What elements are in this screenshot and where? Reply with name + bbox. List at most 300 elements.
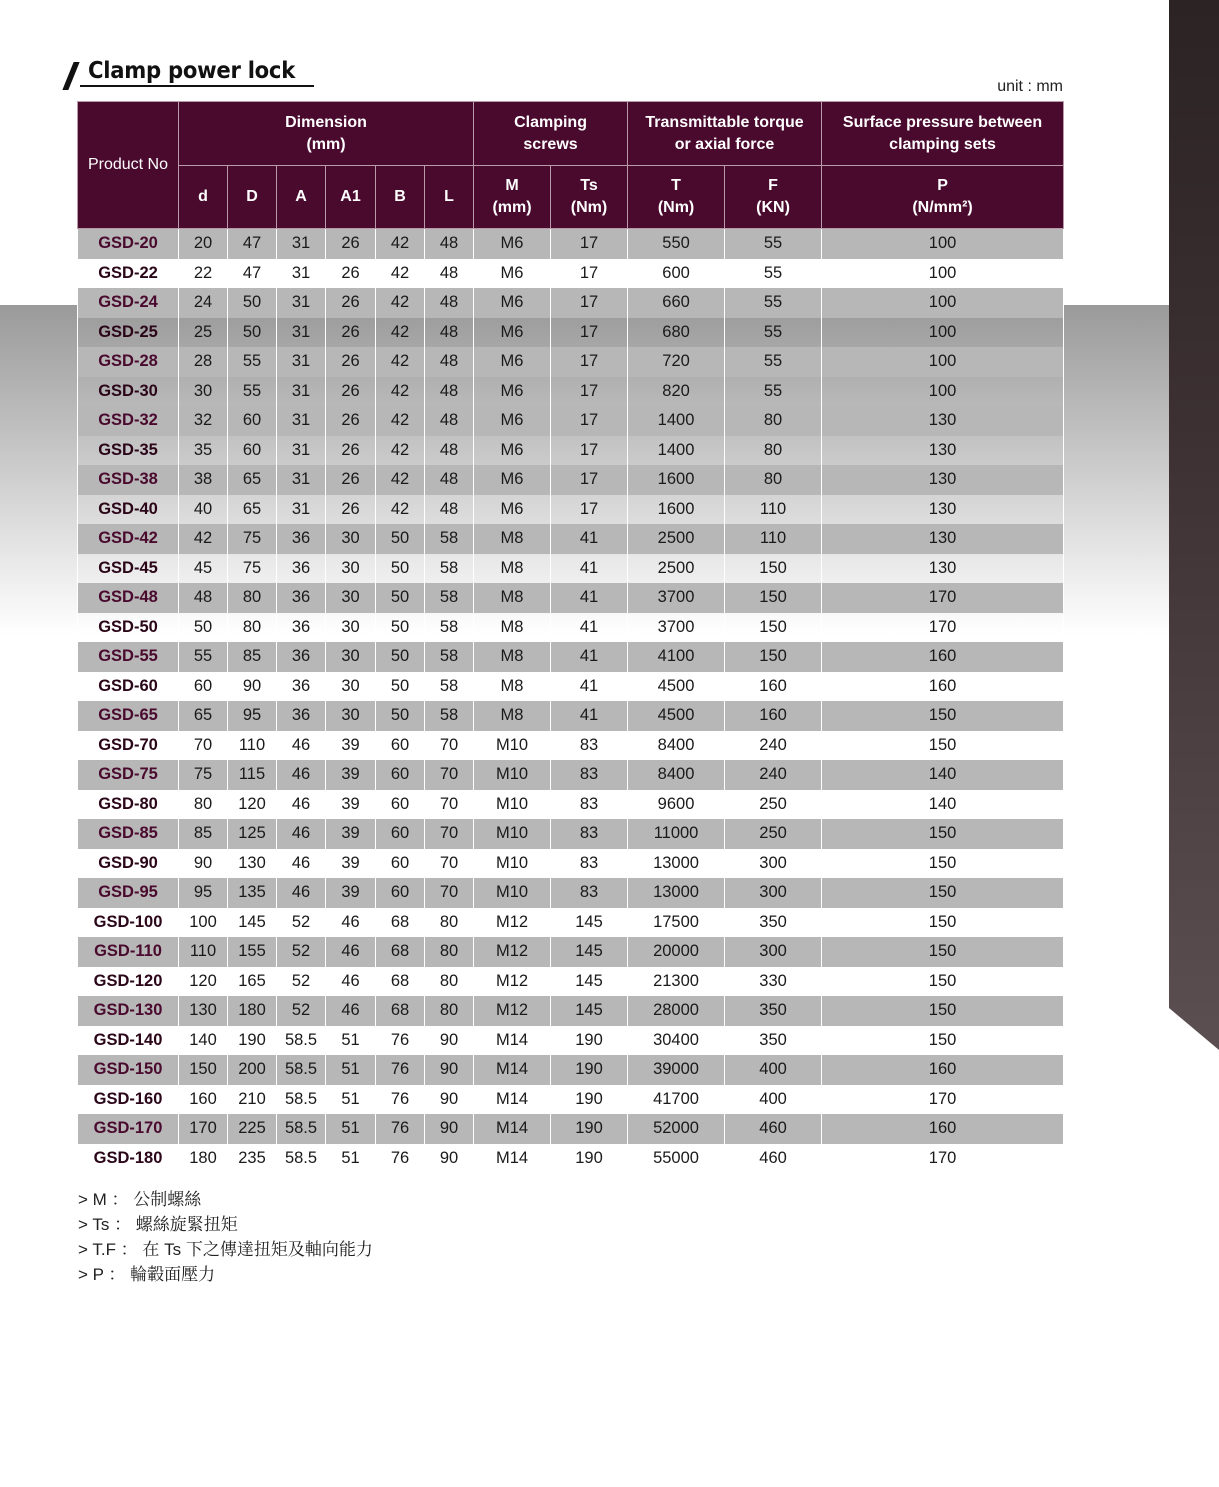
table-cell: M12: [474, 967, 551, 997]
table-cell: 155: [228, 937, 277, 967]
table-cell: 50: [179, 613, 228, 643]
table-cell: M6: [474, 347, 551, 377]
header-dimension: Dimension (mm): [179, 102, 474, 166]
table-cell: 35: [179, 436, 228, 466]
table-cell: 17: [551, 229, 628, 259]
table-cell: 130: [228, 849, 277, 879]
table-cell: 48: [425, 377, 474, 407]
table-cell: 90: [425, 1114, 474, 1144]
table-cell: 42: [376, 259, 425, 289]
table-cell: 17: [551, 495, 628, 525]
table-cell: 21300: [628, 967, 725, 997]
table-cell: 46: [277, 849, 326, 879]
table-cell: 26: [326, 229, 376, 259]
table-cell: 80: [425, 967, 474, 997]
table-cell: 115: [228, 760, 277, 790]
note-item: > Ts ： 螺絲旋緊扭矩: [78, 1215, 238, 1234]
table-cell: 17: [551, 288, 628, 318]
table-cell: 210: [228, 1085, 277, 1115]
table-cell: M14: [474, 1114, 551, 1144]
table-cell: 170: [822, 613, 1064, 643]
table-cell: M10: [474, 878, 551, 908]
table-cell: 85: [179, 819, 228, 849]
table-cell: 41: [551, 524, 628, 554]
table-cell: 46: [277, 878, 326, 908]
unit-label: unit : mm: [997, 78, 1063, 95]
table-cell: M6: [474, 259, 551, 289]
table-cell: 68: [376, 908, 425, 938]
table-cell: 42: [376, 465, 425, 495]
table-cell: 39000: [628, 1055, 725, 1085]
table-cell: 50: [376, 554, 425, 584]
table-cell: 46: [277, 731, 326, 761]
table-cell: 26: [326, 318, 376, 348]
table-cell: 80: [725, 465, 822, 495]
product-no-cell: GSD-32: [78, 406, 179, 436]
title-underline: [80, 85, 314, 87]
table-cell: 170: [822, 1085, 1064, 1115]
table-cell: M6: [474, 377, 551, 407]
header-surface-pressure: Surface pressure between clamping sets: [822, 102, 1064, 166]
table-cell: 47: [228, 259, 277, 289]
table-cell: M8: [474, 524, 551, 554]
table-body: [78, 229, 1064, 1174]
table-row: [78, 849, 1064, 879]
table-cell: 90: [228, 672, 277, 702]
header-product-no: Product No: [78, 102, 179, 229]
table-cell: 60: [179, 672, 228, 702]
table-cell: 150: [822, 937, 1064, 967]
table-cell: 120: [179, 967, 228, 997]
table-cell: 42: [376, 436, 425, 466]
table-cell: 720: [628, 347, 725, 377]
table-cell: 52: [277, 967, 326, 997]
header-col-T: T (Nm): [628, 166, 725, 229]
table-cell: 80: [725, 436, 822, 466]
table-cell: 50: [376, 524, 425, 554]
table-cell: 55: [228, 377, 277, 407]
table-cell: 83: [551, 760, 628, 790]
table-cell: 460: [725, 1144, 822, 1174]
table-cell: 75: [179, 760, 228, 790]
table-cell: 30: [326, 701, 376, 731]
table-cell: 110: [725, 524, 822, 554]
table-cell: 190: [551, 1114, 628, 1144]
product-no-cell: GSD-60: [78, 672, 179, 702]
table-cell: 39: [326, 760, 376, 790]
note-item: > M ： 公制螺絲: [78, 1190, 202, 1209]
table-cell: 550: [628, 229, 725, 259]
table-cell: 100: [822, 347, 1064, 377]
table-row: [78, 318, 1064, 348]
table-cell: 26: [326, 436, 376, 466]
header-col-D: D: [228, 166, 277, 229]
table-cell: 31: [277, 465, 326, 495]
table-cell: 39: [326, 819, 376, 849]
table-cell: 46: [326, 967, 376, 997]
product-no-cell: GSD-110: [78, 937, 179, 967]
table-cell: 41: [551, 554, 628, 584]
table-cell: 48: [425, 347, 474, 377]
table-cell: 24: [179, 288, 228, 318]
spec-table: [77, 101, 1064, 1173]
table-cell: 41: [551, 583, 628, 613]
table-cell: 170: [822, 1144, 1064, 1174]
table-cell: 31: [277, 288, 326, 318]
table-cell: 39: [326, 731, 376, 761]
table-cell: 68: [376, 996, 425, 1026]
spec-table-wrapper: [77, 101, 1063, 1173]
table-row: [78, 1114, 1064, 1144]
table-cell: 130: [822, 465, 1064, 495]
table-cell: 31: [277, 436, 326, 466]
table-cell: 70: [425, 731, 474, 761]
table-cell: 135: [228, 878, 277, 908]
table-cell: 180: [228, 996, 277, 1026]
product-no-cell: GSD-100: [78, 908, 179, 938]
table-cell: 48: [425, 495, 474, 525]
table-cell: 90: [179, 849, 228, 879]
table-cell: M14: [474, 1085, 551, 1115]
table-cell: 30: [326, 524, 376, 554]
table-cell: 60: [376, 878, 425, 908]
table-cell: 225: [228, 1114, 277, 1144]
table-cell: 58: [425, 672, 474, 702]
table-cell: M8: [474, 701, 551, 731]
table-cell: 150: [822, 731, 1064, 761]
table-cell: 50: [376, 701, 425, 731]
table-cell: 42: [376, 288, 425, 318]
table-cell: 75: [228, 524, 277, 554]
table-cell: 90: [425, 1144, 474, 1174]
table-cell: M8: [474, 583, 551, 613]
product-no-cell: GSD-25: [78, 318, 179, 348]
table-cell: 50: [376, 672, 425, 702]
table-cell: 83: [551, 790, 628, 820]
table-cell: 22: [179, 259, 228, 289]
table-row: [78, 465, 1064, 495]
header-col-A: A: [277, 166, 326, 229]
table-cell: 150: [822, 878, 1064, 908]
table-cell: 90: [425, 1026, 474, 1056]
table-cell: 41700: [628, 1085, 725, 1115]
table-cell: 42: [376, 377, 425, 407]
header-col-P: P (N/mm²): [822, 166, 1064, 229]
table-cell: M8: [474, 554, 551, 584]
table-cell: 100: [822, 377, 1064, 407]
table-cell: 30: [326, 672, 376, 702]
table-cell: 160: [179, 1085, 228, 1115]
table-cell: 190: [551, 1055, 628, 1085]
table-row: [78, 672, 1064, 702]
table-cell: M12: [474, 908, 551, 938]
product-no-cell: GSD-150: [78, 1055, 179, 1085]
table-cell: 58.5: [277, 1085, 326, 1115]
table-cell: 30: [326, 554, 376, 584]
table-cell: 660: [628, 288, 725, 318]
table-row: [78, 731, 1064, 761]
table-cell: 36: [277, 524, 326, 554]
table-cell: 95: [179, 878, 228, 908]
table-row: [78, 259, 1064, 289]
table-cell: M10: [474, 760, 551, 790]
table-row: [78, 760, 1064, 790]
table-cell: 4100: [628, 642, 725, 672]
header-col-d: d: [179, 166, 228, 229]
table-cell: 250: [725, 790, 822, 820]
table-cell: 48: [425, 318, 474, 348]
table-row: [78, 436, 1064, 466]
page-title: Clamp power lock: [88, 58, 295, 84]
table-cell: 48: [425, 229, 474, 259]
table-row: [78, 967, 1064, 997]
table-cell: 26: [326, 259, 376, 289]
table-cell: 330: [725, 967, 822, 997]
table-cell: 8400: [628, 731, 725, 761]
table-cell: 76: [376, 1026, 425, 1056]
table-row: [78, 996, 1064, 1026]
table-cell: 46: [326, 996, 376, 1026]
table-cell: 400: [725, 1055, 822, 1085]
table-cell: 100: [822, 288, 1064, 318]
table-cell: 55: [179, 642, 228, 672]
table-row: [78, 347, 1064, 377]
product-no-cell: GSD-170: [78, 1114, 179, 1144]
table-cell: 145: [551, 937, 628, 967]
product-no-cell: GSD-42: [78, 524, 179, 554]
table-cell: M8: [474, 613, 551, 643]
table-cell: 70: [425, 878, 474, 908]
table-cell: M6: [474, 436, 551, 466]
header-clamping-screws: Clamping screws: [474, 102, 628, 166]
table-cell: M6: [474, 229, 551, 259]
table-cell: 47: [228, 229, 277, 259]
product-no-cell: GSD-48: [78, 583, 179, 613]
table-cell: 140: [179, 1026, 228, 1056]
table-row: [78, 908, 1064, 938]
table-cell: 58.5: [277, 1114, 326, 1144]
table-cell: 55000: [628, 1144, 725, 1174]
table-cell: 145: [228, 908, 277, 938]
table-cell: 36: [277, 554, 326, 584]
table-cell: 80: [228, 613, 277, 643]
product-no-cell: GSD-45: [78, 554, 179, 584]
table-cell: 250: [725, 819, 822, 849]
table-cell: 50: [228, 318, 277, 348]
table-cell: 350: [725, 1026, 822, 1056]
table-cell: 60: [376, 731, 425, 761]
table-cell: 160: [725, 701, 822, 731]
table-cell: 17: [551, 347, 628, 377]
side-decoration-bar: [1169, 0, 1219, 1050]
table-cell: 150: [822, 967, 1064, 997]
table-cell: 51: [326, 1085, 376, 1115]
table-row: [78, 377, 1064, 407]
product-no-cell: GSD-80: [78, 790, 179, 820]
table-cell: 350: [725, 908, 822, 938]
table-cell: 58.5: [277, 1026, 326, 1056]
table-cell: 42: [376, 406, 425, 436]
table-cell: 8400: [628, 760, 725, 790]
table-cell: 58: [425, 583, 474, 613]
table-cell: 150: [179, 1055, 228, 1085]
table-cell: 52000: [628, 1114, 725, 1144]
product-no-cell: GSD-85: [78, 819, 179, 849]
product-no-cell: GSD-24: [78, 288, 179, 318]
table-row: [78, 1144, 1064, 1174]
table-cell: M10: [474, 819, 551, 849]
table-cell: M6: [474, 318, 551, 348]
table-cell: 58: [425, 524, 474, 554]
table-cell: M8: [474, 642, 551, 672]
table-cell: 165: [228, 967, 277, 997]
product-no-cell: GSD-55: [78, 642, 179, 672]
table-row: [78, 406, 1064, 436]
product-no-cell: GSD-28: [78, 347, 179, 377]
table-row: [78, 583, 1064, 613]
product-no-cell: GSD-130: [78, 996, 179, 1026]
table-cell: M6: [474, 406, 551, 436]
table-cell: 4500: [628, 701, 725, 731]
table-row: [78, 642, 1064, 672]
table-cell: 31: [277, 259, 326, 289]
table-row: [78, 524, 1064, 554]
table-cell: 20000: [628, 937, 725, 967]
table-cell: 300: [725, 849, 822, 879]
title-slash-icon: [62, 62, 79, 90]
table-cell: 3700: [628, 583, 725, 613]
product-no-cell: GSD-22: [78, 259, 179, 289]
table-cell: 80: [228, 583, 277, 613]
table-cell: 17: [551, 377, 628, 407]
table-cell: 25: [179, 318, 228, 348]
table-cell: M10: [474, 790, 551, 820]
table-cell: 120: [228, 790, 277, 820]
table-cell: 150: [725, 583, 822, 613]
table-row: [78, 288, 1064, 318]
header-col-M: M (mm): [474, 166, 551, 229]
table-cell: 100: [822, 318, 1064, 348]
table-cell: 58.5: [277, 1144, 326, 1174]
product-no-cell: GSD-35: [78, 436, 179, 466]
table-cell: 65: [179, 701, 228, 731]
table-row: [78, 229, 1064, 259]
table-cell: 170: [822, 583, 1064, 613]
table-cell: 150: [822, 1026, 1064, 1056]
product-no-cell: GSD-40: [78, 495, 179, 525]
table-cell: 39: [326, 849, 376, 879]
table-cell: M6: [474, 465, 551, 495]
table-cell: 70: [425, 790, 474, 820]
table-cell: 240: [725, 731, 822, 761]
table-cell: M10: [474, 731, 551, 761]
table-cell: 39: [326, 790, 376, 820]
table-cell: 36: [277, 642, 326, 672]
table-cell: 95: [228, 701, 277, 731]
table-cell: 28000: [628, 996, 725, 1026]
table-cell: M6: [474, 495, 551, 525]
table-cell: 125: [228, 819, 277, 849]
table-cell: 150: [822, 819, 1064, 849]
table-cell: 240: [725, 760, 822, 790]
table-cell: M12: [474, 937, 551, 967]
table-cell: 26: [326, 288, 376, 318]
table-cell: 2500: [628, 524, 725, 554]
table-cell: 350: [725, 996, 822, 1026]
table-cell: 20: [179, 229, 228, 259]
table-cell: 30: [179, 377, 228, 407]
table-cell: 145: [551, 996, 628, 1026]
table-cell: 41: [551, 672, 628, 702]
table-cell: 48: [179, 583, 228, 613]
table-cell: 80: [179, 790, 228, 820]
table-cell: 190: [551, 1144, 628, 1174]
table-cell: 41: [551, 642, 628, 672]
table-cell: 1600: [628, 465, 725, 495]
table-cell: 130: [179, 996, 228, 1026]
product-no-cell: GSD-160: [78, 1085, 179, 1115]
table-cell: 83: [551, 849, 628, 879]
table-cell: M8: [474, 672, 551, 702]
table-cell: 140: [822, 760, 1064, 790]
table-cell: 100: [179, 908, 228, 938]
table-cell: 75: [228, 554, 277, 584]
table-cell: 51: [326, 1144, 376, 1174]
table-cell: 31: [277, 495, 326, 525]
table-cell: 145: [551, 967, 628, 997]
table-cell: 65: [228, 465, 277, 495]
table-cell: 48: [425, 465, 474, 495]
table-cell: 70: [425, 819, 474, 849]
table-row: [78, 1055, 1064, 1085]
table-cell: 58: [425, 613, 474, 643]
table-cell: 300: [725, 937, 822, 967]
table-cell: 110: [228, 731, 277, 761]
table-cell: 160: [822, 1055, 1064, 1085]
table-cell: 60: [376, 819, 425, 849]
table-cell: 26: [326, 465, 376, 495]
table-cell: 55: [725, 347, 822, 377]
table-row: [78, 819, 1064, 849]
table-cell: 51: [326, 1055, 376, 1085]
note-item: > P ： 輪轂面壓力: [78, 1265, 216, 1284]
table-cell: 36: [277, 701, 326, 731]
table-cell: 46: [326, 937, 376, 967]
table-cell: 68: [376, 967, 425, 997]
table-cell: 36: [277, 672, 326, 702]
table-row: [78, 554, 1064, 584]
table-cell: 40: [179, 495, 228, 525]
table-cell: 52: [277, 937, 326, 967]
table-cell: 2500: [628, 554, 725, 584]
table-cell: 13000: [628, 849, 725, 879]
table-cell: 300: [725, 878, 822, 908]
header-col-Ts: Ts (Nm): [551, 166, 628, 229]
table-cell: 160: [725, 672, 822, 702]
table-cell: 190: [551, 1026, 628, 1056]
table-cell: 48: [425, 436, 474, 466]
product-no-cell: GSD-38: [78, 465, 179, 495]
table-cell: 52: [277, 996, 326, 1026]
table-cell: 140: [822, 790, 1064, 820]
table-cell: 30: [326, 583, 376, 613]
table-cell: 42: [376, 347, 425, 377]
table-cell: 68: [376, 937, 425, 967]
product-no-cell: GSD-90: [78, 849, 179, 879]
table-cell: 600: [628, 259, 725, 289]
table-cell: 31: [277, 318, 326, 348]
table-cell: 42: [376, 495, 425, 525]
